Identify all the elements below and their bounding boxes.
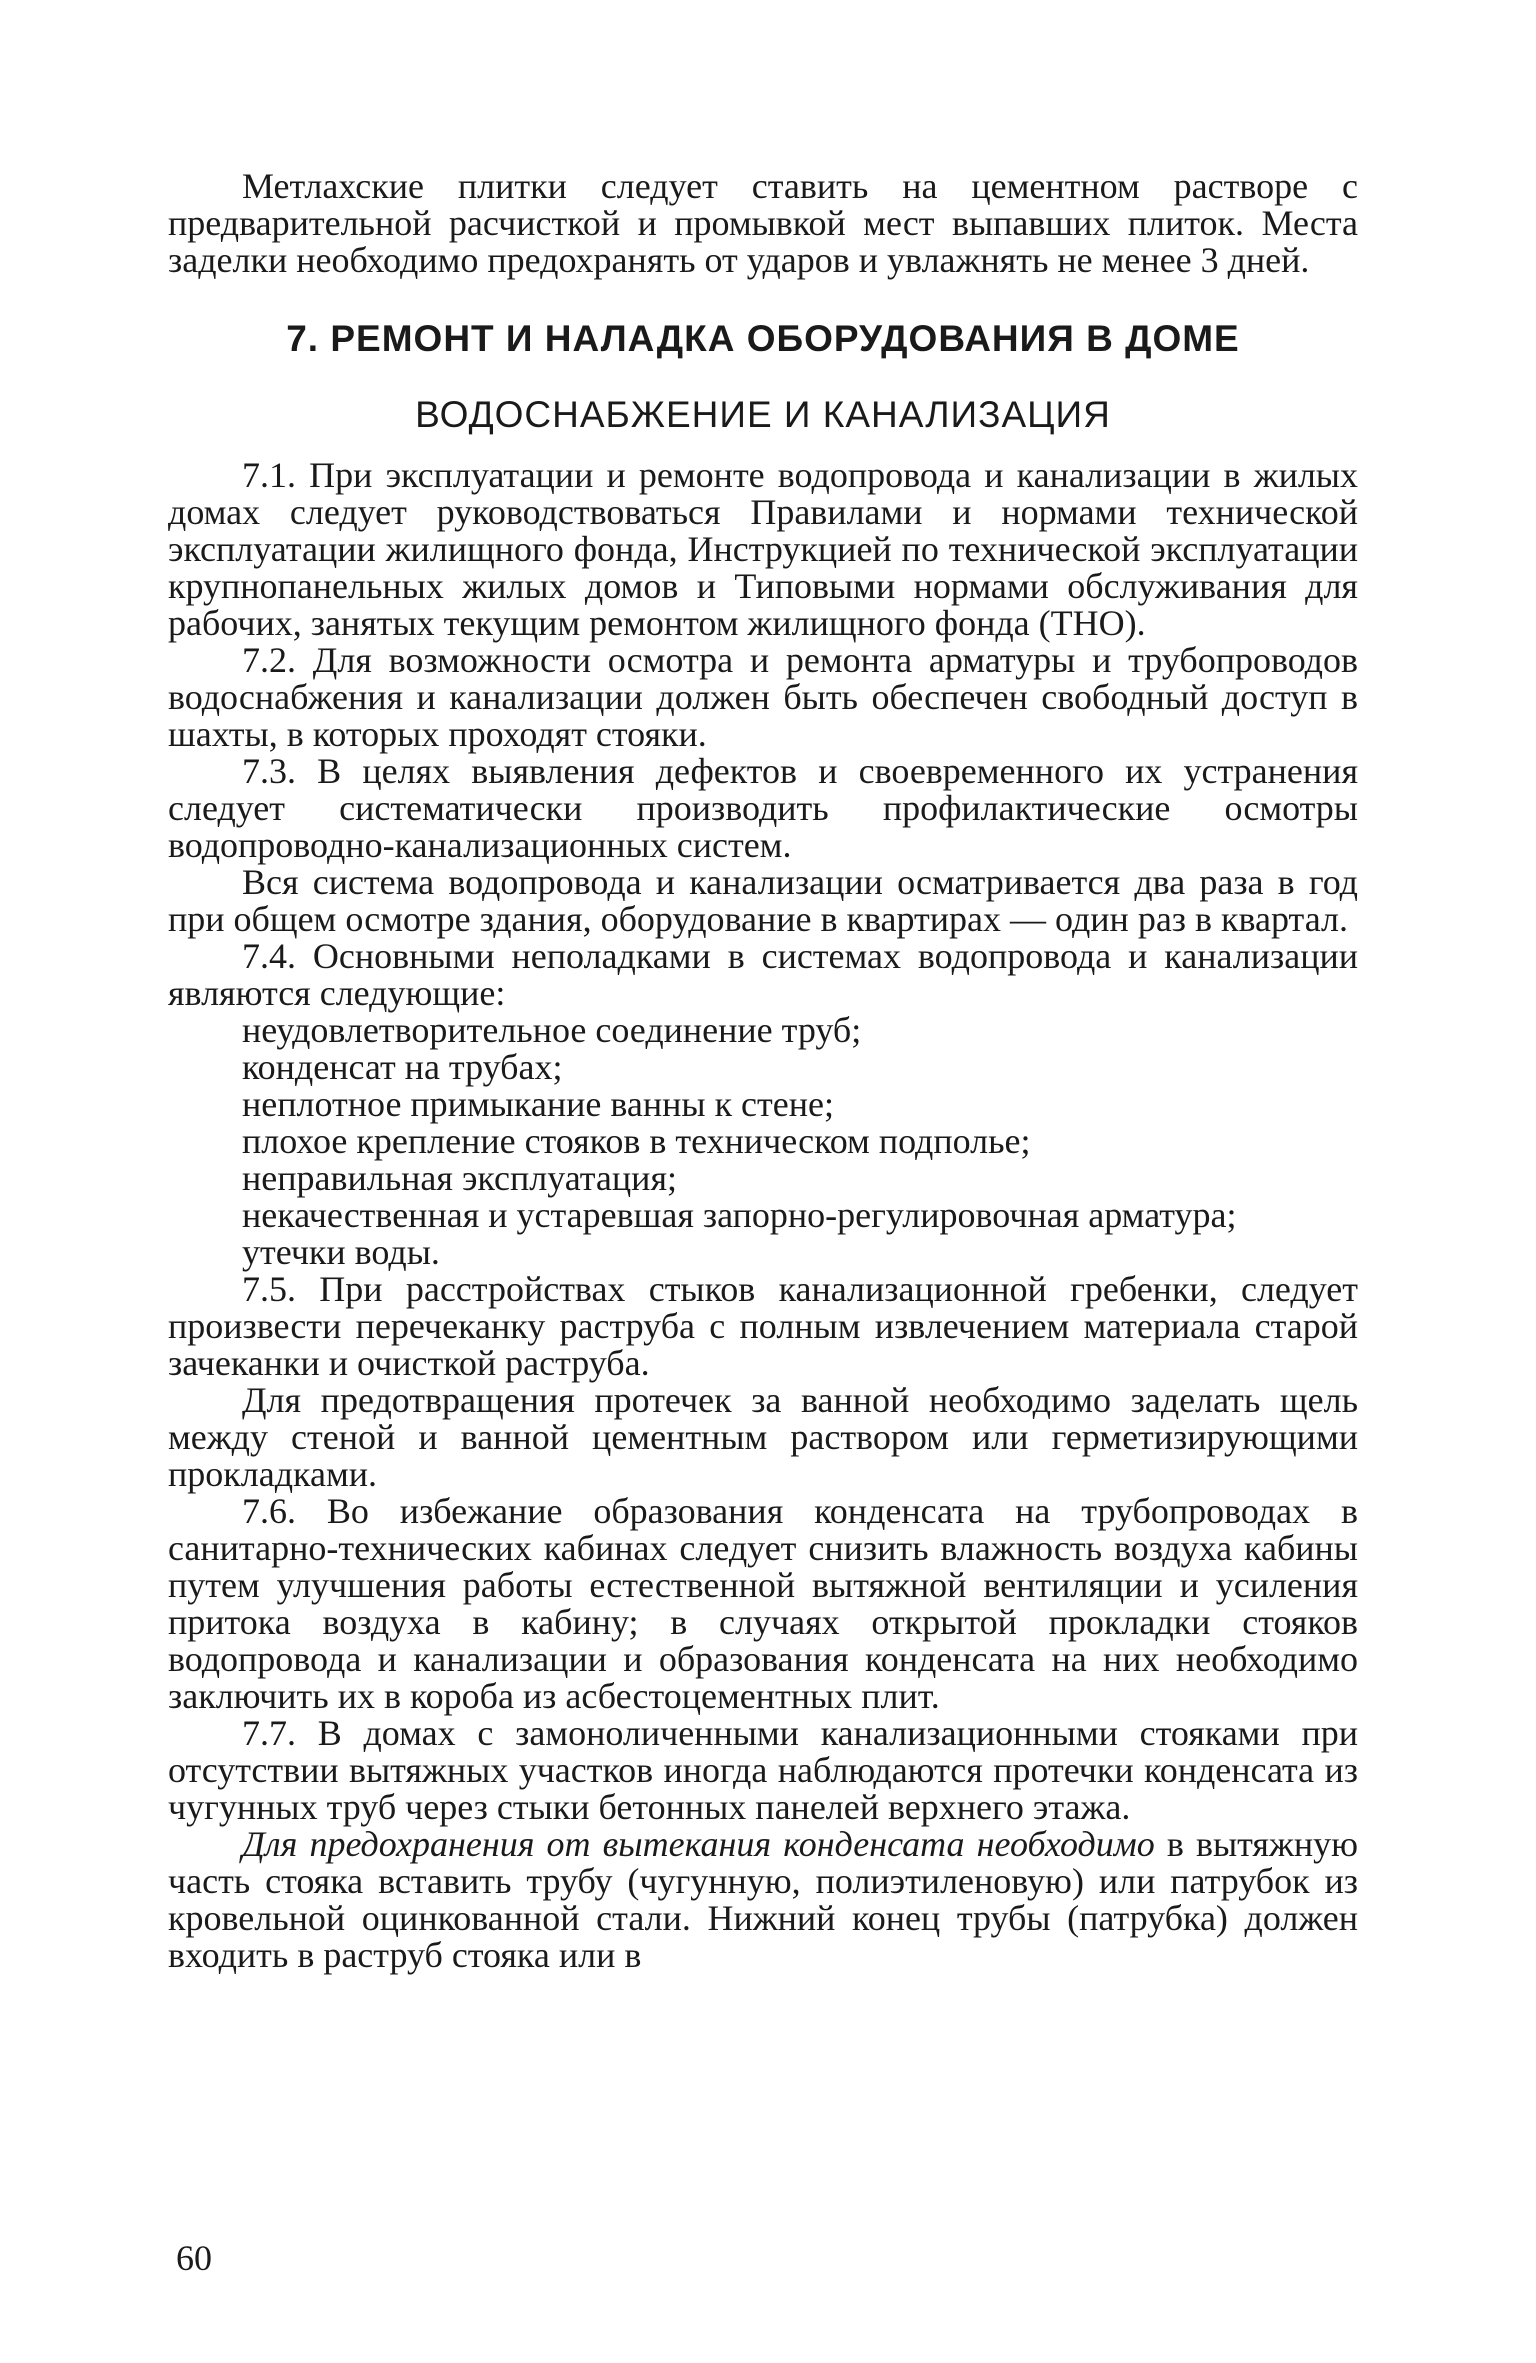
- paragraph-7-7-prevention-rest: в вытяжную часть стояка вставить трубу (чугунную, полиэтиленовую) или патрубок из кровельной оцинкованной стали. Нижний конец трубы (патрубка) должен входить в раструб стояка или в: [168, 1824, 1358, 1975]
- paragraph-7-3: 7.3. В целях выявления дефектов и своевременного их устранения следует систематически производить профилактические осмотры водопроводно-канализационных систем.: [168, 751, 1358, 865]
- list-item: плохое крепление стояков в техническом подполье;: [242, 1121, 1031, 1161]
- list-item: утечки воды.: [242, 1232, 440, 1272]
- paragraph-7-4: 7.4. Основными неполадками в системах водопровода и канализации являются следующие:: [168, 936, 1358, 1013]
- paragraph-7-5-leaks: Для предотвращения протечек за ванной необходимо заделать щель между стеной и ванной цементным раствором или герметизирующими прокладками.: [168, 1380, 1358, 1494]
- paragraph-7-6: 7.6. Во избежание образования конденсата на трубопроводах в санитарно-технических кабинах следует снизить влажность воздуха кабины путем улучшения работы естественной вытяжной вентиляции и усиления притока воздуха в кабину; в случаях открытой прокладки стояков водопровода и канализации и образования конденсата на них необходимо заключить их в короба из асбестоцементных плит.: [168, 1491, 1358, 1716]
- page-content: [168, 168, 1358, 1974]
- list-item: неправильная эксплуатация;: [242, 1158, 678, 1198]
- paragraph-7-7-prevention: [168, 1826, 1358, 1974]
- page-number: 60: [176, 2238, 212, 2278]
- list-item: неудовлетворительное соединение труб;: [242, 1010, 862, 1050]
- paragraph-7-1: 7.1. При эксплуатации и ремонте водопровода и канализации в жилых домах следует руководствоваться Правилами и нормами технической эксплуатации жилищного фонда, Инструкцией по технической эксплуатации крупнопанельных жилых домов и Типовыми нормами обслуживания для рабочих, занятых текущим ремонтом жилищного фонда (ТНО).: [168, 455, 1358, 643]
- paragraph-7-3-inspection: Вся система водопровода и канализации осматривается два раза в год при общем осмотре здания, оборудование в квартирах — один раз в квартал.: [168, 862, 1358, 939]
- paragraph-7-2: 7.2. Для возможности осмотра и ремонта арматуры и трубопроводов водоснабжения и канализации должен быть обеспечен свободный доступ в шахты, в которых проходят стояки.: [168, 640, 1358, 754]
- subsection-title: ВОДОСНАБЖЕНИЕ И КАНАЛИЗАЦИЯ: [415, 394, 1111, 435]
- faults-list: [168, 1012, 1358, 1271]
- intro-paragraph: Метлахские плитки следует ставить на цементном растворе с предварительной расчисткой и промывкой мест выпавших плиток. Места заделки необходимо предохранять от ударов и увлажнять не менее 3 дней.: [168, 166, 1358, 280]
- list-item: конденсат на трубах;: [242, 1047, 563, 1087]
- paragraph-7-5: 7.5. При расстройствах стыков канализационной гребенки, следует произвести перечеканку раструба с полным извлечением материала старой зачеканки и очисткой раструба.: [168, 1269, 1358, 1383]
- list-item: неплотное примыкание ванны к стене;: [242, 1084, 834, 1124]
- italic-emphasis: Для предохранения от вытекания конденсата необходимо: [242, 1824, 1155, 1864]
- section-title: 7. РЕМОНТ И НАЛАДКА ОБОРУДОВАНИЯ В ДОМЕ: [286, 318, 1240, 359]
- paragraph-7-7: 7.7. В домах с замоноличенными канализационными стояками при отсутствии вытяжных участков иногда наблюдаются протечки конденсата из чугунных труб через стыки бетонных панелей верхнего этажа.: [168, 1713, 1358, 1827]
- list-item: некачественная и устаревшая запорно-регулировочная арматура;: [242, 1195, 1237, 1235]
